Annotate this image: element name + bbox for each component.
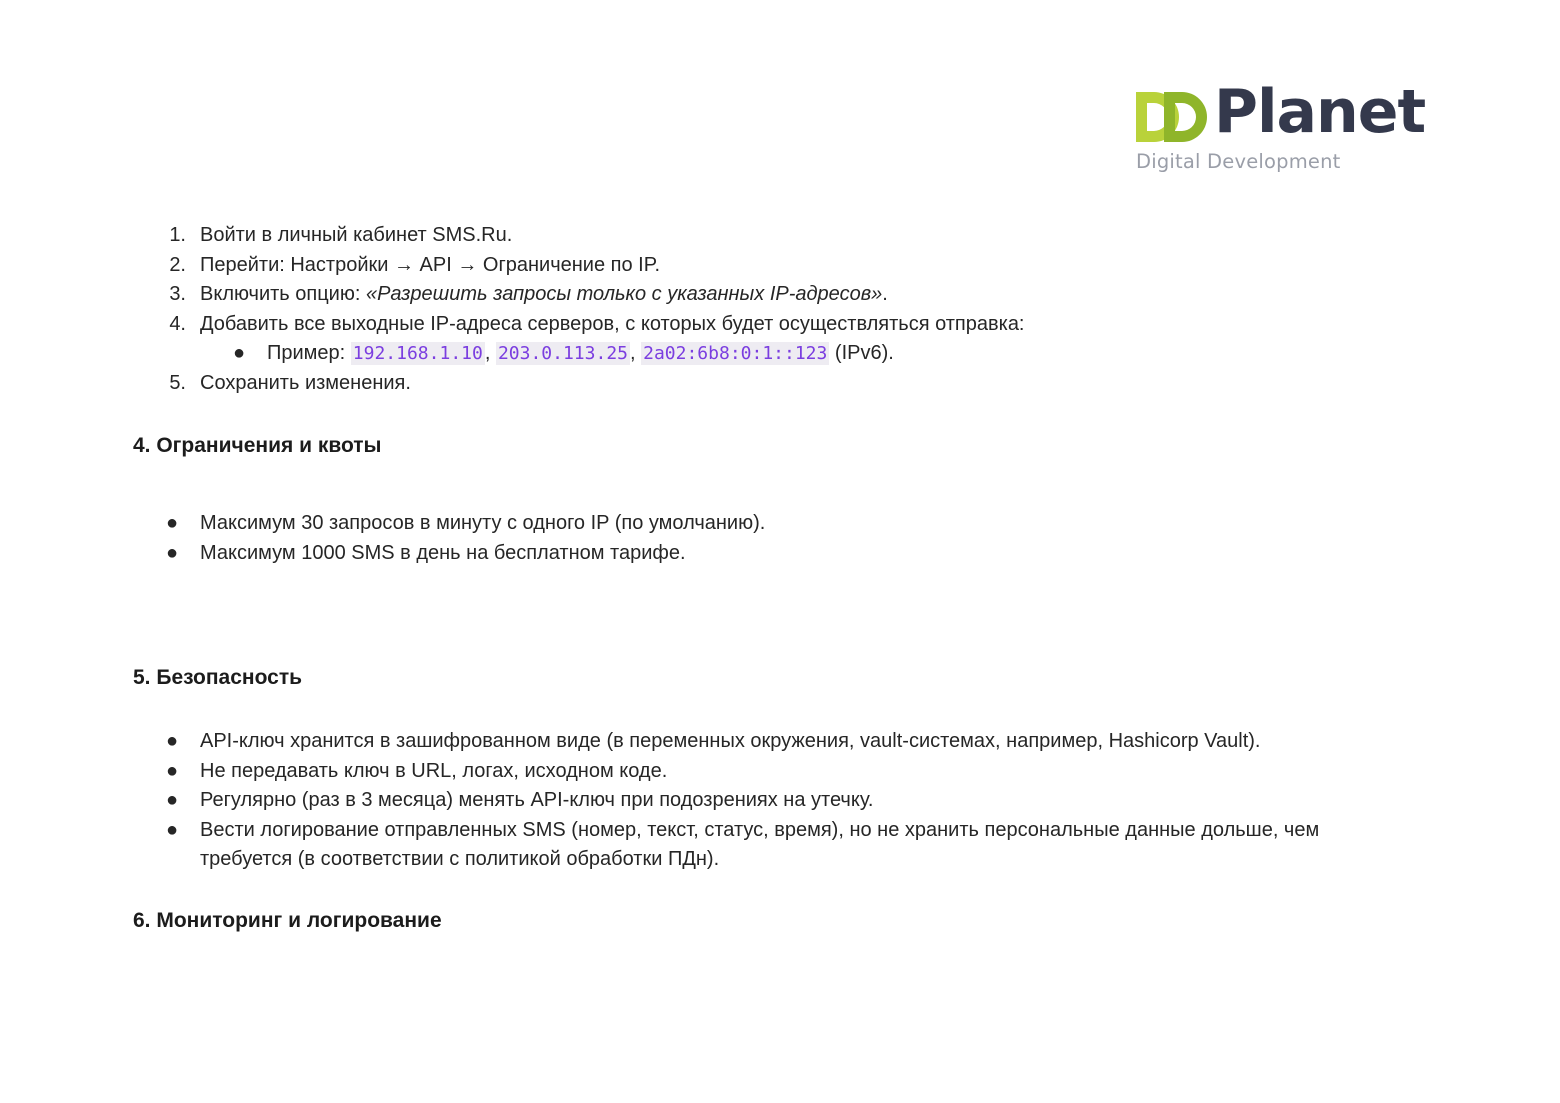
list-marker: 1.: [169, 224, 186, 246]
bullet-icon: ●: [166, 759, 179, 782]
dd-logo-mark-icon: [1136, 92, 1208, 142]
bullet-icon: ●: [166, 541, 179, 564]
list-item-text: API-ключ хранится в зашифрованном виде (в переменных окружения, vault-системах, например, Hashicorp Vault).: [200, 730, 1261, 752]
ip-code: 192.168.1.10: [352, 343, 483, 364]
list-item: [0, 727, 1410, 757]
ip-code: 2a02:6b8:0:1::123: [643, 343, 828, 364]
bullet-icon: ●: [233, 342, 246, 364]
security-list: [0, 727, 1410, 875]
option-prefix: Включить опцию:: [200, 283, 366, 305]
list-item: [0, 539, 765, 569]
list-marker: 4.: [169, 312, 186, 335]
list-item-text: Перейти: Настройки → API → Ограничение по IP.: [200, 253, 661, 276]
list-item: [0, 757, 1410, 787]
example-text: [267, 339, 894, 369]
list-item: [0, 310, 1025, 340]
example-label: Пример:: [267, 342, 351, 364]
bullet-icon: ●: [166, 512, 179, 534]
list-item-text: Не передавать ключ в URL, логах, исходном коде.: [200, 759, 668, 782]
option-suffix: .: [882, 283, 888, 305]
list-item: [0, 251, 1025, 281]
list-item-text: Максимум 1000 SMS в день на бесплатном тарифе.: [200, 541, 686, 564]
list-item: [0, 369, 1025, 399]
logo-wordmark: Planet: [1214, 77, 1426, 147]
section-heading-security: 5. Безопасность: [133, 666, 303, 689]
list-item-text: Максимум 30 запросов в минуту с одного IP (по умолчанию).: [200, 512, 766, 534]
bullet-icon: ●: [166, 789, 179, 811]
logo-tagline: Digital Development: [1136, 150, 1341, 173]
list-marker: 5.: [169, 371, 186, 394]
list-item: [0, 816, 1410, 875]
list-item: [0, 509, 765, 539]
ip-code: 203.0.113.25: [497, 343, 628, 364]
list-item-text: [200, 280, 888, 310]
quotas-list: [0, 509, 765, 568]
section-heading-monitoring: 6. Мониторинг и логирование: [133, 909, 442, 932]
bullet-icon: ●: [166, 730, 179, 752]
list-item: [0, 280, 1025, 310]
example-list-item: [0, 339, 1025, 369]
section-heading-quotas: 4. Ограничения и квоты: [133, 434, 382, 457]
separator: ,: [630, 342, 642, 364]
list-item-text: Вести логирование отправленных SMS (номер, текст, статус, время), но не хранить персональные данные дольше, чем требуется (в соответствии с политикой обработки ПДн).: [200, 818, 1320, 870]
separator: ,: [484, 342, 496, 364]
company-logo: [1136, 77, 1436, 180]
example-suffix: (IPv6).: [829, 342, 894, 364]
bullet-icon: ●: [166, 818, 179, 841]
list-item-text: Регулярно (раз в 3 месяца) менять API-ключ при подозрениях на утечку.: [200, 789, 874, 811]
list-item-text: Сохранить изменения.: [200, 371, 411, 394]
list-marker: 3.: [169, 283, 186, 305]
list-marker: 2.: [169, 253, 186, 276]
ip-restriction-steps: [0, 221, 1025, 398]
list-item-text: Добавить все выходные IP-адреса серверов, с которых будет осуществляться отправка:: [200, 312, 1025, 335]
list-item: [0, 221, 1025, 251]
option-name: «Разрешить запросы только с указанных IP-адресов»: [365, 283, 883, 305]
list-item-text: Войти в личный кабинет SMS.Ru.: [200, 224, 513, 246]
list-item: [0, 786, 1410, 816]
